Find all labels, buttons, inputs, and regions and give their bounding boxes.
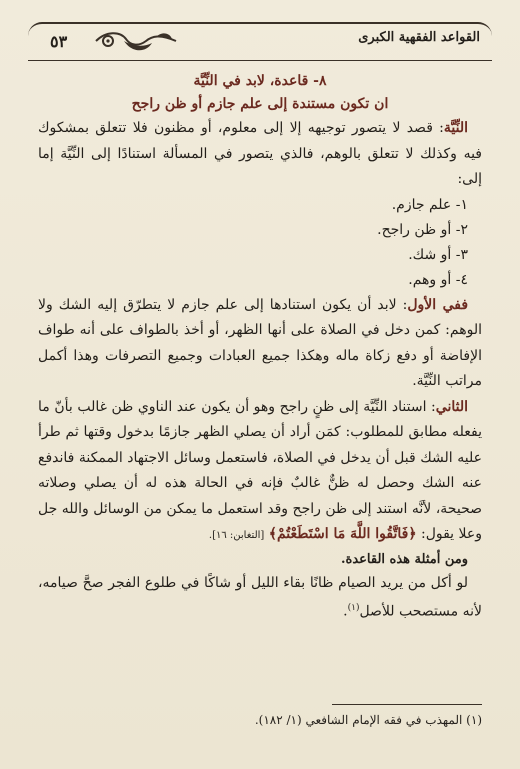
first-case-text: : لابد أن يكون استنادها إلى علم جازم لا يتطرّق إليه الشك ولا الوهم: كمن دخل في الصلاة على أنها الظهر، أو أخذ بالطواف على أنه طواف الإفاضة أو دفع زكاة ماله وهكذا جميع العبادات وجميع التصرفات وهذا أكمل مراتب النِّيَّة. xyxy=(38,296,482,389)
list-item: ٣- أو شك. xyxy=(408,246,468,263)
examples-title: ومن أمثلة هذه القاعدة. xyxy=(340,551,468,567)
example-text: لو أكل من يريد الصيام ظانًا بقاء الليل أو شاكًا في طلوع الفجر صحَّ صيامه، لأنه مستصحب للأصل xyxy=(38,574,482,620)
quran-reference: [التغابن: ١٦]. xyxy=(208,530,265,541)
section-heading: ٨- قاعدة، لابد في النِّيَّة xyxy=(193,73,327,89)
list-item: ١- علم جازم. xyxy=(391,196,468,213)
running-title: القواعد الفقهية الكبرى xyxy=(358,30,480,45)
second-case-term: الثاني xyxy=(435,398,468,415)
footnote-marker[interactable]: (١) xyxy=(347,603,360,613)
second-case-text: : استناد النِّيَّة إلى ظنٍ راجح وهو أن يكون عند الناوي ظن غالب بأنّ ما يفعله مطابق للمطلوب: كمَن أراد أن يصلي الظهر جازمًا بدخول وقتها ثم طرأ عليه الشك قبل أن يدخل في الصلاة، فاستعمل وسائل الاجتهاد الممكنة فاندفع عنه الشك وحصل له ظنٌّ غالبٌ فإنه في الحالة هذه له أن يصلي وصلاته صحيحة، لأنَّه استند إلى ظن راجح وقد استعمل ما يمكن من الوسائل والله جل وعلا يقول: xyxy=(38,398,482,542)
footnote-divider xyxy=(332,704,482,705)
intro-text: : قصد لا يتصور توجيهه إلا إلى معلوم، أو مظنون فلا تتعلق بمشكوك فيه وكذلك لا تتعلق بالوهم، فالذي يتصور في المسألة استنادًا إلى النِّيَّة إما إلى: xyxy=(38,120,482,187)
quran-verse: ﴿فَاتَّقُوا اللَّهَ مَا اسْتَطَعْتُمْ﴾ xyxy=(268,526,417,542)
page-header xyxy=(28,22,492,61)
footnote: (١) المهذب في فقه الإمام الشافعي (١/ ١٨٢). xyxy=(254,713,482,727)
list-item: ٤- أو وهم. xyxy=(408,271,468,288)
section-subheading: ان تكون مستندة إلى علم جازم أو ظن راجح xyxy=(131,96,389,112)
example-paragraph xyxy=(38,571,482,626)
page-content xyxy=(38,70,482,625)
second-case-paragraph xyxy=(38,395,482,549)
first-case-term: ففي الأول xyxy=(407,296,469,313)
first-case-paragraph xyxy=(38,293,482,395)
page-number: ٥٣ xyxy=(50,32,68,51)
ornament-icon xyxy=(94,27,178,55)
example-end: . xyxy=(343,603,348,620)
intro-paragraph xyxy=(38,116,482,193)
list-item: ٢- أو ظن راجح. xyxy=(377,221,468,238)
intro-term: النِّيَّة xyxy=(443,120,468,136)
